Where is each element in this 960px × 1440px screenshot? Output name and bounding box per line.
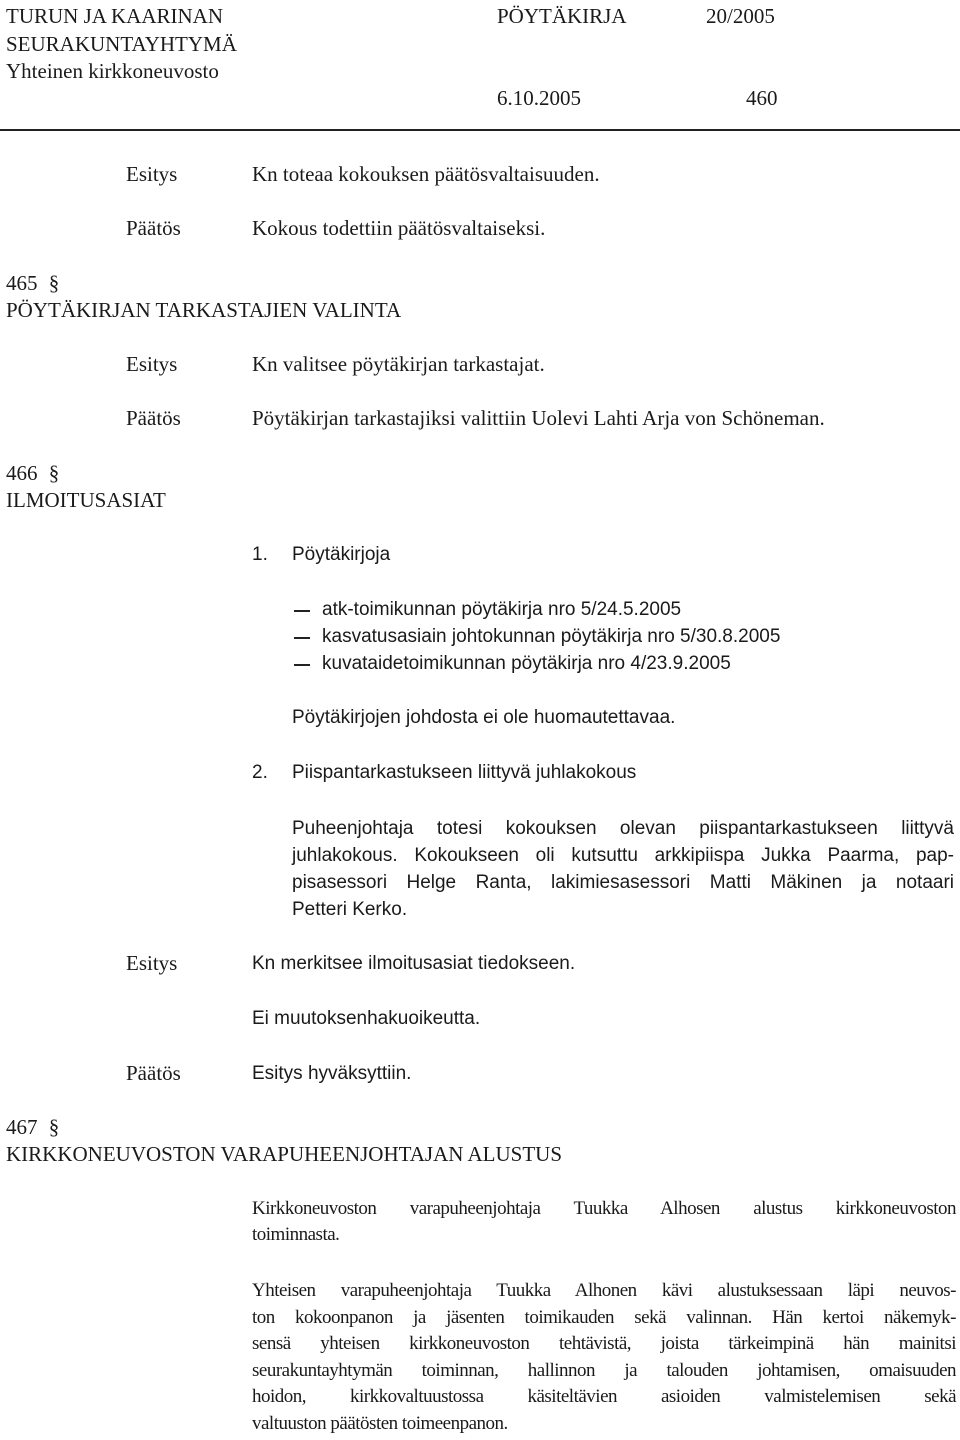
section-number — [6, 460, 59, 486]
item-2-title: Piispantarkastukseen liittyvä juhlakokous — [292, 762, 637, 783]
esitys-text: Kn toteaa kokouksen päätösvaltaisuuden. — [252, 162, 600, 186]
section-number-value: 467 — [6, 1115, 38, 1139]
item-1-title: Pöytäkirjoja — [292, 544, 391, 565]
org-name-line2: SEURAKUNTAYHTYMÄ — [6, 32, 237, 56]
paatos-label: Päätös — [126, 406, 181, 430]
paragraph-line: Puheenjohtaja totesi kokouksen olevan piispantarkastukseen liittyvä — [292, 818, 954, 839]
paragraph-line: valtuuston päätösten toimeenpanon. — [252, 1412, 508, 1434]
org-name-line3: Yhteinen kirkkoneuvosto — [6, 59, 219, 83]
paatos-text: Esitys hyväksyttiin. — [252, 1063, 412, 1084]
paragraph-line: toiminnasta. — [252, 1224, 340, 1245]
section-mark: § — [48, 271, 60, 295]
list-dash-icon — [294, 637, 310, 639]
esitys-text: Kn merkitsee ilmoitusasiat tiedokseen. — [252, 953, 576, 974]
section-mark: § — [48, 1115, 60, 1139]
paragraph-line: hoidon, kirkkovaltuustossa käsiteltävien asioiden valmistelemisen sekä — [252, 1386, 956, 1408]
paragraph-line: seurakuntayhtymän toiminnan, hallinnon ja talouden johtamisen, omaisuuden — [252, 1359, 956, 1381]
paragraph-line: ton kokoonpanon ja jäsenten toimikauden sekä valinnan. Hän kertoi näkemyk- — [252, 1306, 956, 1328]
esitys-label: Esitys — [126, 951, 178, 975]
section-number — [6, 270, 59, 296]
item-1-number: 1. — [252, 544, 268, 565]
section-number-value: 466 — [6, 461, 38, 485]
esitys-text: Kn valitsee pöytäkirjan tarkastajat. — [252, 352, 545, 376]
item-2-number: 2. — [252, 762, 268, 783]
document-type: PÖYTÄKIRJA — [497, 4, 627, 28]
esitys-label: Esitys — [126, 162, 178, 186]
item-2-paragraph — [292, 815, 954, 923]
section-number-value: 465 — [6, 271, 38, 295]
section-mark: § — [48, 461, 60, 485]
item-1-note: Pöytäkirjojen johdosta ei ole huomautettavaa. — [292, 707, 676, 728]
paragraph-line: sensä yhteisen kirkkoneuvoston tehtävistä, joista tärkeimpinä hän mainitsi — [252, 1333, 956, 1355]
paragraph-line: Petteri Kerko. — [292, 899, 408, 920]
appeal-note: Ei muutoksenhakuoikeutta. — [252, 1008, 481, 1029]
list-dash-icon — [294, 664, 310, 666]
list-dash-icon — [294, 610, 310, 612]
paatos-text: Pöytäkirjan tarkastajiksi valittiin Uolevi Lahti Arja von Schöneman. — [252, 406, 825, 430]
section-title: KIRKKONEUVOSTON VARAPUHEENJOHTAJAN ALUSTUS — [6, 1142, 563, 1166]
paragraph-line: juhlakokous. Kokoukseen oli kutsuttu arkkipiispa Jukka Paarma, pap- — [292, 845, 954, 866]
paatos-label: Päätös — [126, 216, 181, 240]
section-title: ILMOITUSASIAT — [6, 488, 166, 512]
document-number: 20/2005 — [706, 4, 775, 28]
paragraph-2 — [252, 1278, 956, 1438]
paatos-label: Päätös — [126, 1061, 181, 1085]
paragraph-line: Yhteisen varapuheenjohtaja Tuukka Alhonen kävi alustuksessaan läpi neuvos- — [252, 1280, 956, 1301]
page-number: 460 — [746, 86, 778, 110]
section-number — [6, 1114, 59, 1140]
meeting-date: 6.10.2005 — [497, 86, 581, 110]
paragraph-1 — [252, 1196, 956, 1248]
list-item: kasvatusasiain johtokunnan pöytäkirja nro 5/30.8.2005 — [322, 626, 781, 647]
paragraph-line: pisasessori Helge Ranta, lakimiesasessori Matti Mäkinen ja notaari — [292, 872, 954, 893]
paatos-text: Kokous todettiin päätösvaltaiseksi. — [252, 216, 546, 240]
paragraph-line: Kirkkoneuvoston varapuheenjohtaja Tuukka Alhosen alustus kirkkoneuvoston — [252, 1198, 956, 1219]
list-item: atk-toimikunnan pöytäkirja nro 5/24.5.2005 — [322, 599, 682, 620]
header-divider — [0, 129, 960, 131]
section-title: PÖYTÄKIRJAN TARKASTAJIEN VALINTA — [6, 298, 402, 322]
esitys-label: Esitys — [126, 352, 178, 376]
list-item: kuvataidetoimikunnan pöytäkirja nro 4/23.9.2005 — [322, 653, 731, 674]
org-name-line1: TURUN JA KAARINAN — [6, 4, 224, 28]
